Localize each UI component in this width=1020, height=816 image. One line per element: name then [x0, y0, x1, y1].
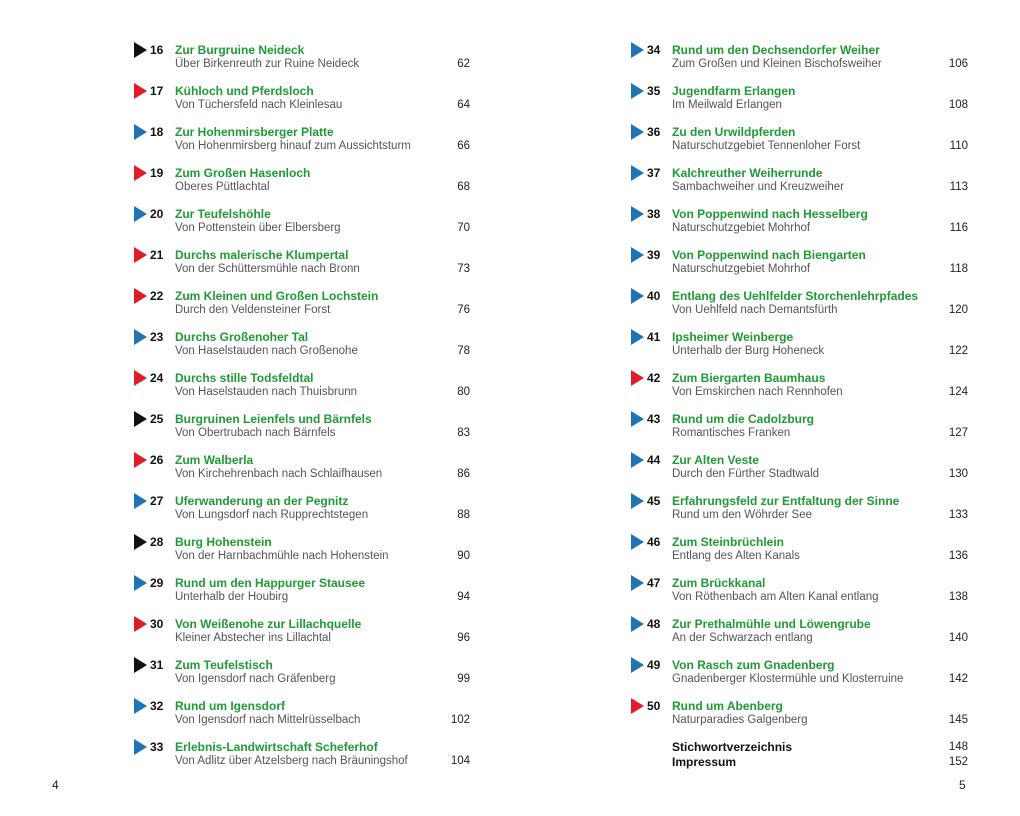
- tour-subtitle: Durch den Veldensteiner Forst: [175, 304, 331, 316]
- tour-title: Uferwanderung an der Pegnitz: [175, 494, 349, 508]
- tour-number: 35: [647, 84, 661, 98]
- tour-number: 38: [647, 207, 661, 221]
- tour-subtitle: Romantisches Franken: [672, 427, 791, 439]
- tour-number: 47: [647, 576, 661, 590]
- tour-subtitle: Durch den Fürther Stadtwald: [672, 468, 820, 480]
- page-reference: 124: [948, 386, 968, 398]
- difficulty-triangle-icon: [134, 83, 147, 99]
- toc-entry-37[interactable]: [631, 164, 968, 205]
- tour-title: Zu den Urwildpferden: [672, 125, 796, 139]
- tour-subtitle: Von Tüchersfeld nach Kleinlesau: [175, 99, 343, 111]
- page-reference: 110: [949, 140, 968, 152]
- tour-subtitle: Von Lungsdorf nach Rupprechtstegen: [175, 509, 369, 521]
- toc-entry-38[interactable]: [631, 205, 968, 246]
- page-reference: 83: [457, 427, 470, 439]
- tour-title: Zur Burgruine Neideck: [175, 43, 305, 57]
- toc-entry-16[interactable]: [134, 41, 470, 82]
- tour-number: 24: [150, 371, 164, 385]
- difficulty-triangle-icon: [631, 42, 644, 58]
- toc-entry-36[interactable]: [631, 123, 968, 164]
- tour-subtitle: Kleiner Abstecher ins Lillachtal: [175, 632, 331, 644]
- tour-title: Kalchreuther Weiherrunde: [672, 166, 823, 180]
- tour-subtitle: Von der Harnbachmühle nach Hohenstein: [175, 550, 389, 562]
- tour-title: Jugendfarm Erlangen: [672, 84, 796, 98]
- difficulty-triangle-icon: [631, 452, 644, 468]
- tour-number: 25: [150, 412, 164, 426]
- tour-subtitle: Sambachweiher und Kreuzweiher: [672, 181, 844, 193]
- page-reference: 118: [949, 263, 968, 275]
- toc-entry-26[interactable]: [134, 451, 470, 492]
- tour-number: 40: [647, 289, 661, 303]
- page-reference: 86: [457, 468, 470, 480]
- difficulty-triangle-icon: [631, 83, 644, 99]
- tour-number: 27: [150, 494, 164, 508]
- tour-subtitle: Unterhalb der Houbirg: [175, 591, 289, 603]
- tour-number: 26: [150, 453, 164, 467]
- appendix-title: Stichwortverzeichnis: [672, 740, 793, 754]
- page-reference: 90: [457, 550, 470, 562]
- page-number-left: 4: [52, 778, 59, 792]
- toc-entry-31[interactable]: [134, 656, 470, 697]
- tour-number: 39: [647, 248, 661, 262]
- tour-title: Zum Steinbrüchlein: [672, 535, 785, 549]
- tour-title: Rund um die Cadolzburg: [672, 412, 814, 426]
- difficulty-triangle-icon: [134, 329, 147, 345]
- difficulty-triangle-icon: [134, 411, 147, 427]
- page-reference: 64: [457, 99, 470, 111]
- tour-subtitle: Naturschutzgebiet Mohrhof: [672, 222, 811, 234]
- page-reference: 104: [450, 755, 470, 767]
- tour-subtitle: Gnadenberger Klostermühle und Klosterruine: [672, 673, 904, 685]
- page-reference: 138: [948, 591, 968, 603]
- page-reference: 88: [457, 509, 470, 521]
- difficulty-triangle-icon: [631, 698, 644, 714]
- difficulty-triangle-icon: [631, 247, 644, 263]
- tour-title: Rund um Abenberg: [672, 699, 783, 713]
- toc-entry-21[interactable]: [134, 246, 470, 287]
- tour-title: Zum Kleinen und Großen Lochstein: [175, 289, 379, 303]
- tour-number: 36: [647, 125, 661, 139]
- toc-entry-24[interactable]: [134, 369, 470, 410]
- difficulty-triangle-icon: [631, 411, 644, 427]
- tour-number: 19: [150, 166, 164, 180]
- toc-entry-44[interactable]: [631, 451, 968, 492]
- tour-number: 42: [647, 371, 661, 385]
- toc-entry-42[interactable]: [631, 369, 968, 410]
- toc-entry-48[interactable]: [631, 615, 968, 656]
- difficulty-triangle-icon: [134, 575, 147, 591]
- page-reference: 80: [457, 386, 470, 398]
- tour-subtitle: Von Uehlfeld nach Demantsfürth: [672, 304, 838, 316]
- appendix-entry[interactable]: [631, 755, 968, 770]
- toc-entry-33[interactable]: [134, 738, 470, 779]
- tour-title: Entlang des Uehlfelder Storchenlehrpfades: [672, 289, 919, 303]
- tour-title: Zur Prethalmühle und Löwengrube: [672, 617, 871, 631]
- tour-title: Von Poppenwind nach Hesselberg: [672, 207, 868, 221]
- tour-number: 37: [647, 166, 661, 180]
- tour-number: 20: [150, 207, 164, 221]
- toc-entry-25[interactable]: [134, 410, 470, 451]
- difficulty-triangle-icon: [134, 370, 147, 386]
- tour-subtitle: Von Haselstauden nach Großenohe: [175, 345, 358, 357]
- difficulty-triangle-icon: [631, 657, 644, 673]
- tour-title: Von Weißenohe zur Lillachquelle: [175, 617, 362, 631]
- difficulty-triangle-icon: [134, 698, 147, 714]
- page-reference: 66: [457, 140, 470, 152]
- page-reference: 145: [948, 714, 968, 726]
- tour-title: Rund um den Dechsendorfer Weiher: [672, 43, 880, 57]
- page-reference: 73: [457, 263, 470, 275]
- difficulty-triangle-icon: [134, 616, 147, 632]
- tour-subtitle: Von Pottenstein über Elbersberg: [175, 222, 341, 234]
- toc-entry-32[interactable]: [134, 697, 470, 738]
- page-reference: 127: [948, 427, 968, 439]
- difficulty-triangle-icon: [631, 206, 644, 222]
- tour-subtitle: Von Adlitz über Atzelsberg nach Bräuningshof: [175, 755, 408, 767]
- tour-number: 43: [647, 412, 661, 426]
- toc-entry-39[interactable]: [631, 246, 968, 287]
- left-column-toc: [134, 41, 470, 779]
- tour-subtitle: Naturschutzgebiet Mohrhof: [672, 263, 811, 275]
- tour-title: Kühloch und Pferdsloch: [175, 84, 314, 98]
- tour-subtitle: Rund um den Wöhrder See: [672, 509, 812, 521]
- tour-subtitle: Von der Schüttersmühle nach Bronn: [175, 263, 360, 275]
- toc-entry-49[interactable]: [631, 656, 968, 697]
- difficulty-triangle-icon: [134, 288, 147, 304]
- tour-number: 49: [647, 658, 661, 672]
- tour-subtitle: Zum Großen und Kleinen Bischofsweiher: [672, 58, 882, 70]
- page-reference: 62: [457, 58, 470, 70]
- difficulty-triangle-icon: [631, 370, 644, 386]
- page-reference: 76: [457, 304, 470, 316]
- toc-entry-46[interactable]: [631, 533, 968, 574]
- tour-number: 45: [647, 494, 661, 508]
- tour-title: Burg Hohenstein: [175, 535, 272, 549]
- toc-entry-28[interactable]: [134, 533, 470, 574]
- tour-number: 48: [647, 617, 661, 631]
- difficulty-triangle-icon: [631, 288, 644, 304]
- tour-number: 23: [150, 330, 164, 344]
- difficulty-triangle-icon: [134, 452, 147, 468]
- tour-number: 32: [150, 699, 164, 713]
- toc-entry-50[interactable]: [631, 697, 968, 738]
- tour-subtitle: Von Igensdorf nach Mittelrüsselbach: [175, 714, 361, 726]
- page-reference: 113: [949, 181, 968, 193]
- tour-subtitle: Von Igensdorf nach Gräfenberg: [175, 673, 336, 685]
- toc-entry-45[interactable]: [631, 492, 968, 533]
- page-reference: 142: [948, 673, 968, 685]
- tour-number: 21: [150, 248, 164, 262]
- tour-subtitle: Oberes Püttlachtal: [175, 181, 270, 193]
- toc-entry-22[interactable]: [134, 287, 470, 328]
- toc-entry-23[interactable]: [134, 328, 470, 369]
- difficulty-triangle-icon: [134, 165, 147, 181]
- page-reference: 108: [948, 99, 968, 111]
- toc-entry-18[interactable]: [134, 123, 470, 164]
- tour-title: Zur Hohenmirsberger Platte: [175, 125, 334, 139]
- tour-title: Erfahrungsfeld zur Entfaltung der Sinne: [672, 494, 900, 508]
- page-reference: 70: [457, 222, 470, 234]
- page-number-right: 5: [959, 778, 966, 792]
- tour-title: Durchs Großenoher Tal: [175, 330, 309, 344]
- tour-number: 18: [150, 125, 164, 139]
- page-reference: 140: [948, 632, 968, 644]
- tour-subtitle: Von Emskirchen nach Rennhofen: [672, 386, 843, 398]
- toc-entry-41[interactable]: [631, 328, 968, 369]
- page-reference: 120: [948, 304, 968, 316]
- toc-entry-27[interactable]: [134, 492, 470, 533]
- page-reference: 78: [457, 345, 470, 357]
- appendix-title: Impressum: [672, 755, 737, 769]
- difficulty-triangle-icon: [134, 124, 147, 140]
- tour-title: Zum Walberla: [175, 453, 254, 467]
- page-reference: 122: [948, 345, 968, 357]
- tour-title: Zum Brückkanal: [672, 576, 766, 590]
- tour-title: Zum Großen Hasenloch: [175, 166, 311, 180]
- page-reference: 94: [457, 591, 470, 603]
- tour-subtitle: Naturschutzgebiet Tennenloher Forst: [672, 140, 861, 152]
- appendix-entry[interactable]: [631, 740, 968, 755]
- tour-subtitle: Von Obertrubach nach Bärnfels: [175, 427, 336, 439]
- tour-number: 16: [150, 43, 164, 57]
- tour-number: 29: [150, 576, 164, 590]
- toc-entry-47[interactable]: [631, 574, 968, 615]
- tour-title: Rund um Igensdorf: [175, 699, 285, 713]
- tour-number: 17: [150, 84, 164, 98]
- tour-subtitle: Von Haselstauden nach Thuisbrunn: [175, 386, 358, 398]
- tour-title: Von Rasch zum Gnadenberg: [672, 658, 835, 672]
- page-reference: 99: [457, 673, 470, 685]
- toc-entry-35[interactable]: [631, 82, 968, 123]
- tour-number: 44: [647, 453, 661, 467]
- tour-title: Zum Biergarten Baumhaus: [672, 371, 826, 385]
- page-reference: 68: [457, 181, 470, 193]
- difficulty-triangle-icon: [631, 616, 644, 632]
- tour-title: Ipsheimer Weinberge: [672, 330, 794, 344]
- tour-subtitle: Naturparadies Galgenberg: [672, 714, 808, 726]
- toc-entry-29[interactable]: [134, 574, 470, 615]
- page-reference: 106: [948, 58, 968, 70]
- right-column-toc: [631, 41, 968, 738]
- toc-entry-30[interactable]: [134, 615, 470, 656]
- difficulty-triangle-icon: [134, 657, 147, 673]
- page-reference: 116: [949, 222, 968, 234]
- tour-number: 28: [150, 535, 164, 549]
- tour-number: 34: [647, 43, 661, 57]
- tour-number: 22: [150, 289, 164, 303]
- tour-subtitle: Von Kirchehrenbach nach Schlaifhausen: [175, 468, 383, 480]
- tour-subtitle: Von Hohenmirsberg hinauf zum Aussichtsturm: [175, 140, 411, 152]
- tour-title: Erlebnis-Landwirtschaft Scheferhof: [175, 740, 378, 754]
- toc-entry-20[interactable]: [134, 205, 470, 246]
- difficulty-triangle-icon: [631, 534, 644, 550]
- tour-number: 30: [150, 617, 164, 631]
- difficulty-triangle-icon: [134, 534, 147, 550]
- difficulty-triangle-icon: [134, 247, 147, 263]
- difficulty-triangle-icon: [134, 206, 147, 222]
- page-reference: 130: [948, 468, 968, 480]
- tour-subtitle: Über Birkenreuth zur Ruine Neideck: [175, 58, 360, 70]
- tour-number: 33: [150, 740, 164, 754]
- tour-subtitle: Von Röthenbach am Alten Kanal entlang: [672, 591, 879, 603]
- tour-number: 31: [150, 658, 164, 672]
- toc-entry-43[interactable]: [631, 410, 968, 451]
- tour-title: Durchs malerische Klumpertal: [175, 248, 349, 262]
- tour-title: Rund um den Happurger Stausee: [175, 576, 366, 590]
- toc-entry-17[interactable]: [134, 82, 470, 123]
- difficulty-triangle-icon: [631, 329, 644, 345]
- page-reference: 133: [948, 509, 968, 521]
- toc-entry-34[interactable]: [631, 41, 968, 82]
- toc-entry-19[interactable]: [134, 164, 470, 205]
- difficulty-triangle-icon: [134, 739, 147, 755]
- tour-title: Zur Alten Veste: [672, 453, 759, 467]
- appendix-list: [631, 740, 968, 770]
- difficulty-triangle-icon: [631, 575, 644, 591]
- tour-title: Zum Teufelstisch: [175, 658, 273, 672]
- tour-subtitle: Unterhalb der Burg Hoheneck: [672, 345, 825, 357]
- page-reference: 96: [457, 632, 470, 644]
- appendix-page: 148: [948, 741, 968, 753]
- difficulty-triangle-icon: [631, 124, 644, 140]
- tour-title: Von Poppenwind nach Biengarten: [672, 248, 866, 262]
- tour-number: 46: [647, 535, 661, 549]
- toc-entry-40[interactable]: [631, 287, 968, 328]
- tour-title: Zur Teufelshöhle: [175, 207, 271, 221]
- tour-subtitle: An der Schwarzach entlang: [672, 632, 813, 644]
- tour-number: 41: [647, 330, 661, 344]
- tour-title: Durchs stille Todsfeldtal: [175, 371, 314, 385]
- difficulty-triangle-icon: [134, 42, 147, 58]
- difficulty-triangle-icon: [134, 493, 147, 509]
- tour-number: 50: [647, 699, 661, 713]
- difficulty-triangle-icon: [631, 165, 644, 181]
- page-reference: 136: [948, 550, 968, 562]
- difficulty-triangle-icon: [631, 493, 644, 509]
- page-reference: 102: [450, 714, 470, 726]
- appendix-page: 152: [948, 756, 968, 768]
- tour-title: Burgruinen Leienfels und Bärnfels: [175, 412, 372, 426]
- tour-subtitle: Entlang des Alten Kanals: [672, 550, 800, 562]
- tour-subtitle: Im Meilwald Erlangen: [672, 99, 782, 111]
